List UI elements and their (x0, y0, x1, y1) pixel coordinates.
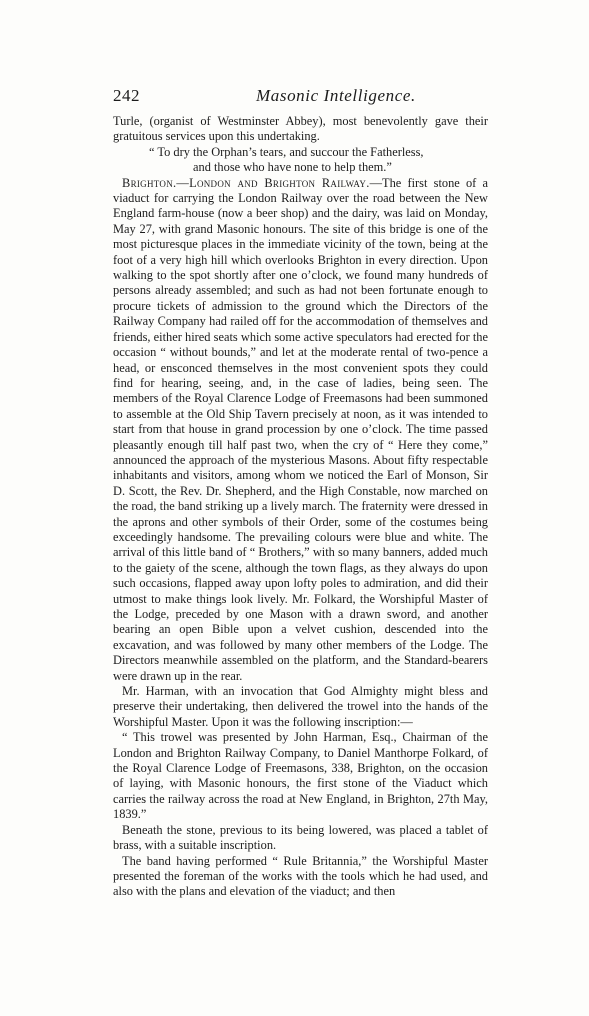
orphan-quote (113, 145, 488, 176)
quote-line-2: and those who have none to help them.” (193, 160, 392, 175)
paragraph-brass-tablet: Beneath the stone, previous to its being lowered, was placed a tablet of brass, with a suitable inscription. (113, 822, 488, 853)
paragraph-harman: Mr. Harman, with an invocation that God Almighty might bless and preserve their undertaking, then delivered the trowel into the hands of the Worshipful Master. Upon it was the following inscription:— (113, 684, 488, 729)
running-title: Masonic Intelligence. (256, 86, 416, 105)
paragraph-trowel-inscription: “ This trowel was presented by John Harman, Esq., Chairman of the London and Brighton Railway Company, to Daniel Manthorpe Folkard, of the Royal Clarence Lodge of Freemasons, 338, Brighton, on the occasion of laying, with Masonic honours, the first stone of the Viaduct which carries the railway across the road at New England, in Brighton, 27th May, 1839.” (113, 730, 488, 822)
page-number: 242 (113, 86, 140, 105)
section-heading: Brighton.—London and Brighton Railway. (122, 175, 370, 190)
page-header (113, 86, 488, 108)
paragraph-brighton-text: —The first stone of a viaduct for carrying the London Railway over the road between the New England farm-house (now a beer shop) and the dairy, was laid on Monday, May 27, with grand Masonic honours. The site of this bridge is one of the most picturesque places in the immediate vicinity of the town, being at the foot of a very high hill which overlooks Brighton in every direction. Upon walking to the spot shortly after one o’clock, we found many hundreds of persons already assembled; and such as had not been fortunate enough to procure tickets of admission to the ground which the Directors of the Railway Company had railed off for the accommodation of themselves and friends, either hired seats which some active speculators had erected for the occasion “ without bounds,” and let at the moderate rental of two-pence a head, or ensconced themselves in the most convenient spots they could find for hearing, seeing, and, in the case of ladies, being seen. The members of the Royal Clarence Lodge of Freemasons had been summoned to assemble at the Old Ship Tavern precisely at noon, as it was intended to start from that house in grand procession by one o’clock. The time passed pleasantly enough till half past two, when the cry of “ Here they come,” announced the approach of the mysterious Masons. About fifty respectable inhabitants and visitors, among whom we noticed the Earl of Monson, Sir D. Scott, the Rev. Dr. Shepherd, and the High Constable, now marched on the road, the band striking up a lively march. The fraternity were dressed in the aprons and other symbols of their Order, some of the costumes being exceedingly handsome. The prevailing colours were blue and white. The arrival of this little band of “ Brothers,” with so many banners, added much to the gaiety of the scene, although the town flags, as they always do upon such occasions, flapped away upon lofty poles to admiration, and did their utmost to make things look lively. Mr. Folkard, the Worshipful Master of the Lodge, preceded by one Mason with a drawn sword, and another bearing an open Bible upon a velvet cushion, descended into the excavation, and was followed by many other members of the Lodge. The Directors meanwhile assembled on the platform, and the Standard-bearers were drawn up in the rear. (113, 175, 488, 683)
article-body (113, 114, 488, 900)
paragraph-brighton-railway (113, 176, 488, 684)
quote-line-1: “ To dry the Orphan’s tears, and succour the Fatherless, (149, 144, 424, 159)
paragraph-rule-britannia: The band having performed “ Rule Britannia,” the Worshipful Master presented the foreman of the works with the tools which he had used, and also with the plans and elevation of the viaduct; and then (113, 853, 488, 899)
paragraph-organist: Turle, (organist of Westminster Abbey), most benevolently gave their gratuitous services upon this undertaking. (113, 114, 488, 144)
